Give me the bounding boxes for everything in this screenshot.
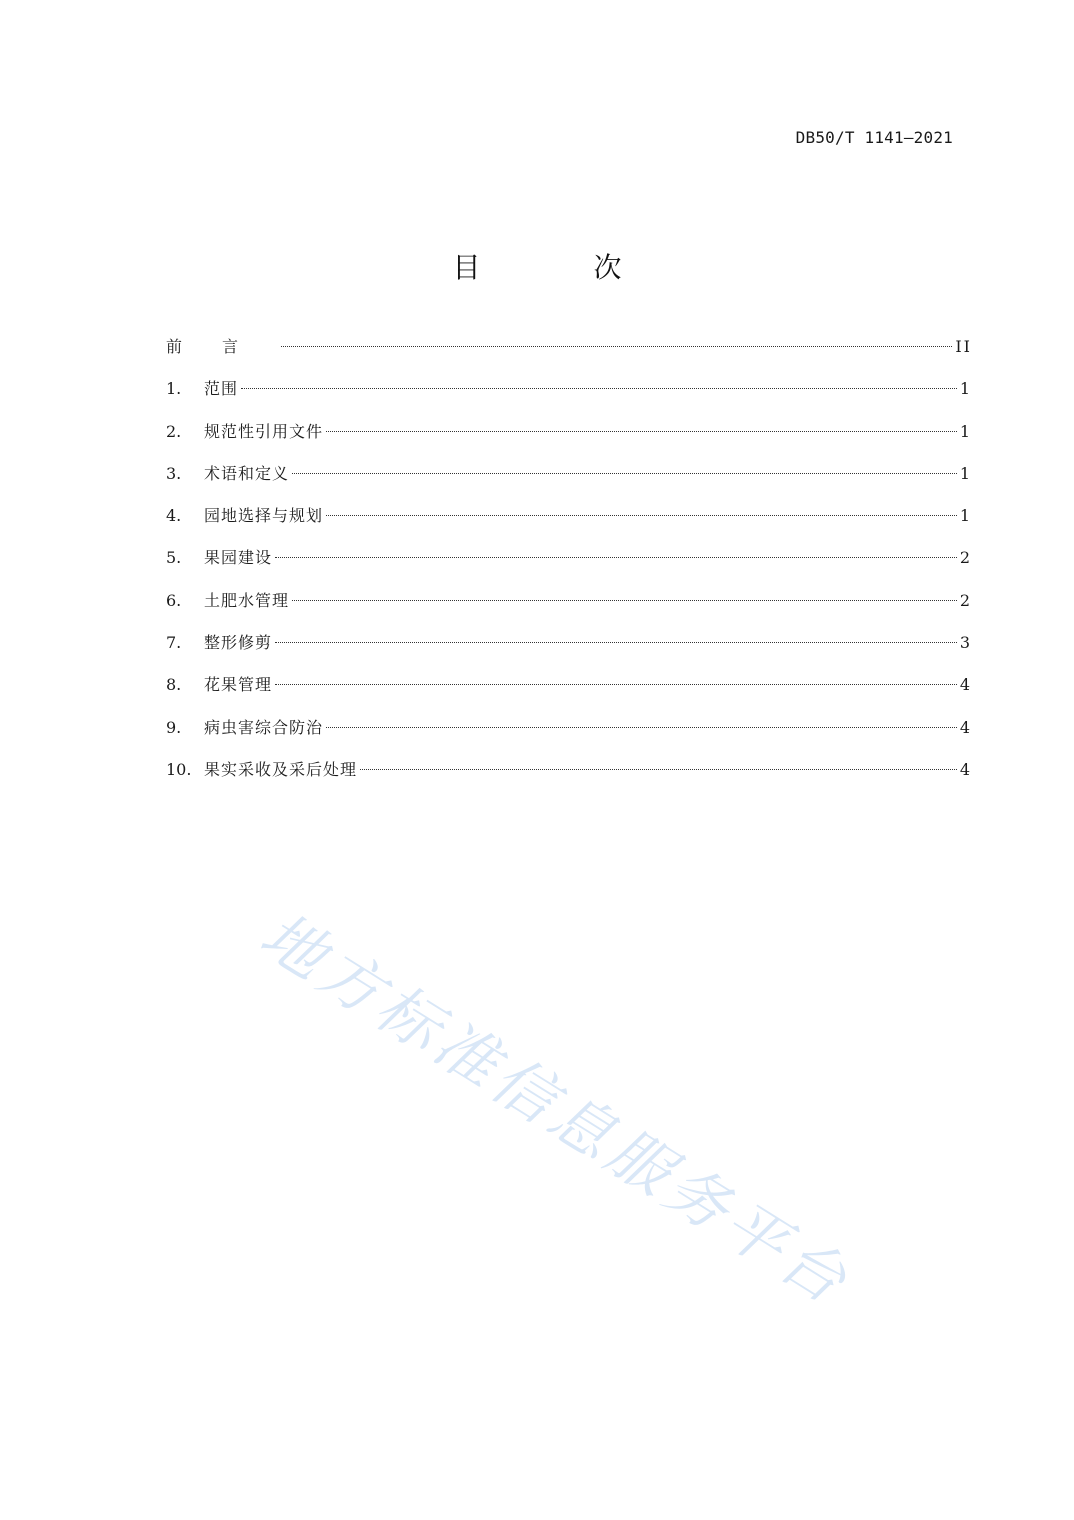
toc-leader-dots — [360, 769, 957, 770]
toc-entry-7[interactable] — [166, 629, 972, 671]
table-of-contents — [166, 333, 972, 798]
document-code: DB50/T 1141—2021 — [795, 128, 953, 147]
toc-entry-page: 4 — [959, 759, 972, 779]
toc-entry-5[interactable] — [166, 544, 972, 586]
toc-entry-label: 园地选择与规划 — [204, 506, 324, 526]
toc-entry-9[interactable] — [166, 714, 972, 756]
watermark-text: 地方标准信息服务平台 — [248, 897, 864, 1321]
toc-entry-number: 7. — [166, 633, 182, 653]
toc-entry-label: 整形修剪 — [204, 633, 273, 653]
toc-entry-label: 病虫害综合防治 — [204, 717, 324, 737]
toc-entry-number: 10. — [166, 759, 192, 779]
toc-entry-label: 花果管理 — [204, 675, 273, 695]
toc-entry-number: 1. — [166, 379, 182, 399]
toc-entry-3[interactable] — [166, 460, 972, 502]
toc-entry-page: 4 — [959, 717, 972, 737]
toc-leader-dots — [241, 388, 957, 389]
toc-entry-1[interactable] — [166, 375, 972, 417]
toc-leader-dots — [281, 346, 952, 347]
toc-title: 目 次 — [452, 251, 674, 284]
toc-entry-number: 4. — [166, 506, 182, 526]
toc-entry-number: 5. — [166, 548, 182, 568]
toc-entry-number: 2. — [166, 421, 182, 441]
toc-entry-page: 1 — [959, 506, 972, 526]
toc-entry-6[interactable] — [166, 587, 972, 629]
toc-entry-8[interactable] — [166, 671, 972, 713]
toc-entry-page: 4 — [959, 675, 972, 695]
toc-entry-label: 果园建设 — [204, 548, 273, 568]
toc-entry-page: II — [955, 337, 972, 356]
toc-leader-dots — [275, 684, 957, 685]
toc-entry-label: 范围 — [204, 379, 239, 399]
toc-leader-dots — [292, 600, 957, 601]
toc-entry-page: 2 — [959, 590, 972, 610]
toc-entry-number: 6. — [166, 590, 182, 610]
toc-entry-label: 规范性引用文件 — [204, 421, 324, 441]
toc-entry-10[interactable] — [166, 756, 972, 798]
toc-entry-page: 1 — [959, 421, 972, 441]
toc-entry-label: 前言 — [166, 337, 279, 356]
toc-entry-label: 果实采收及采后处理 — [204, 759, 358, 779]
toc-leader-dots — [275, 557, 957, 558]
toc-leader-dots — [326, 727, 957, 728]
toc-leader-dots — [292, 473, 957, 474]
toc-entry-number: 3. — [166, 463, 182, 483]
toc-entry-label: 土肥水管理 — [204, 590, 290, 610]
toc-entry-page: 2 — [959, 548, 972, 568]
toc-entry-4[interactable] — [166, 502, 972, 544]
toc-entry-2[interactable] — [166, 418, 972, 460]
toc-entry-page: 1 — [959, 379, 972, 399]
toc-entry-number: 9. — [166, 717, 182, 737]
toc-entry-foreword[interactable] — [166, 333, 972, 375]
toc-entry-page: 3 — [959, 633, 972, 653]
toc-leader-dots — [275, 642, 957, 643]
toc-leader-dots — [326, 431, 957, 432]
toc-entry-label: 术语和定义 — [204, 463, 290, 483]
toc-leader-dots — [326, 515, 957, 516]
toc-entry-page: 1 — [959, 463, 972, 483]
toc-entry-number: 8. — [166, 675, 182, 695]
